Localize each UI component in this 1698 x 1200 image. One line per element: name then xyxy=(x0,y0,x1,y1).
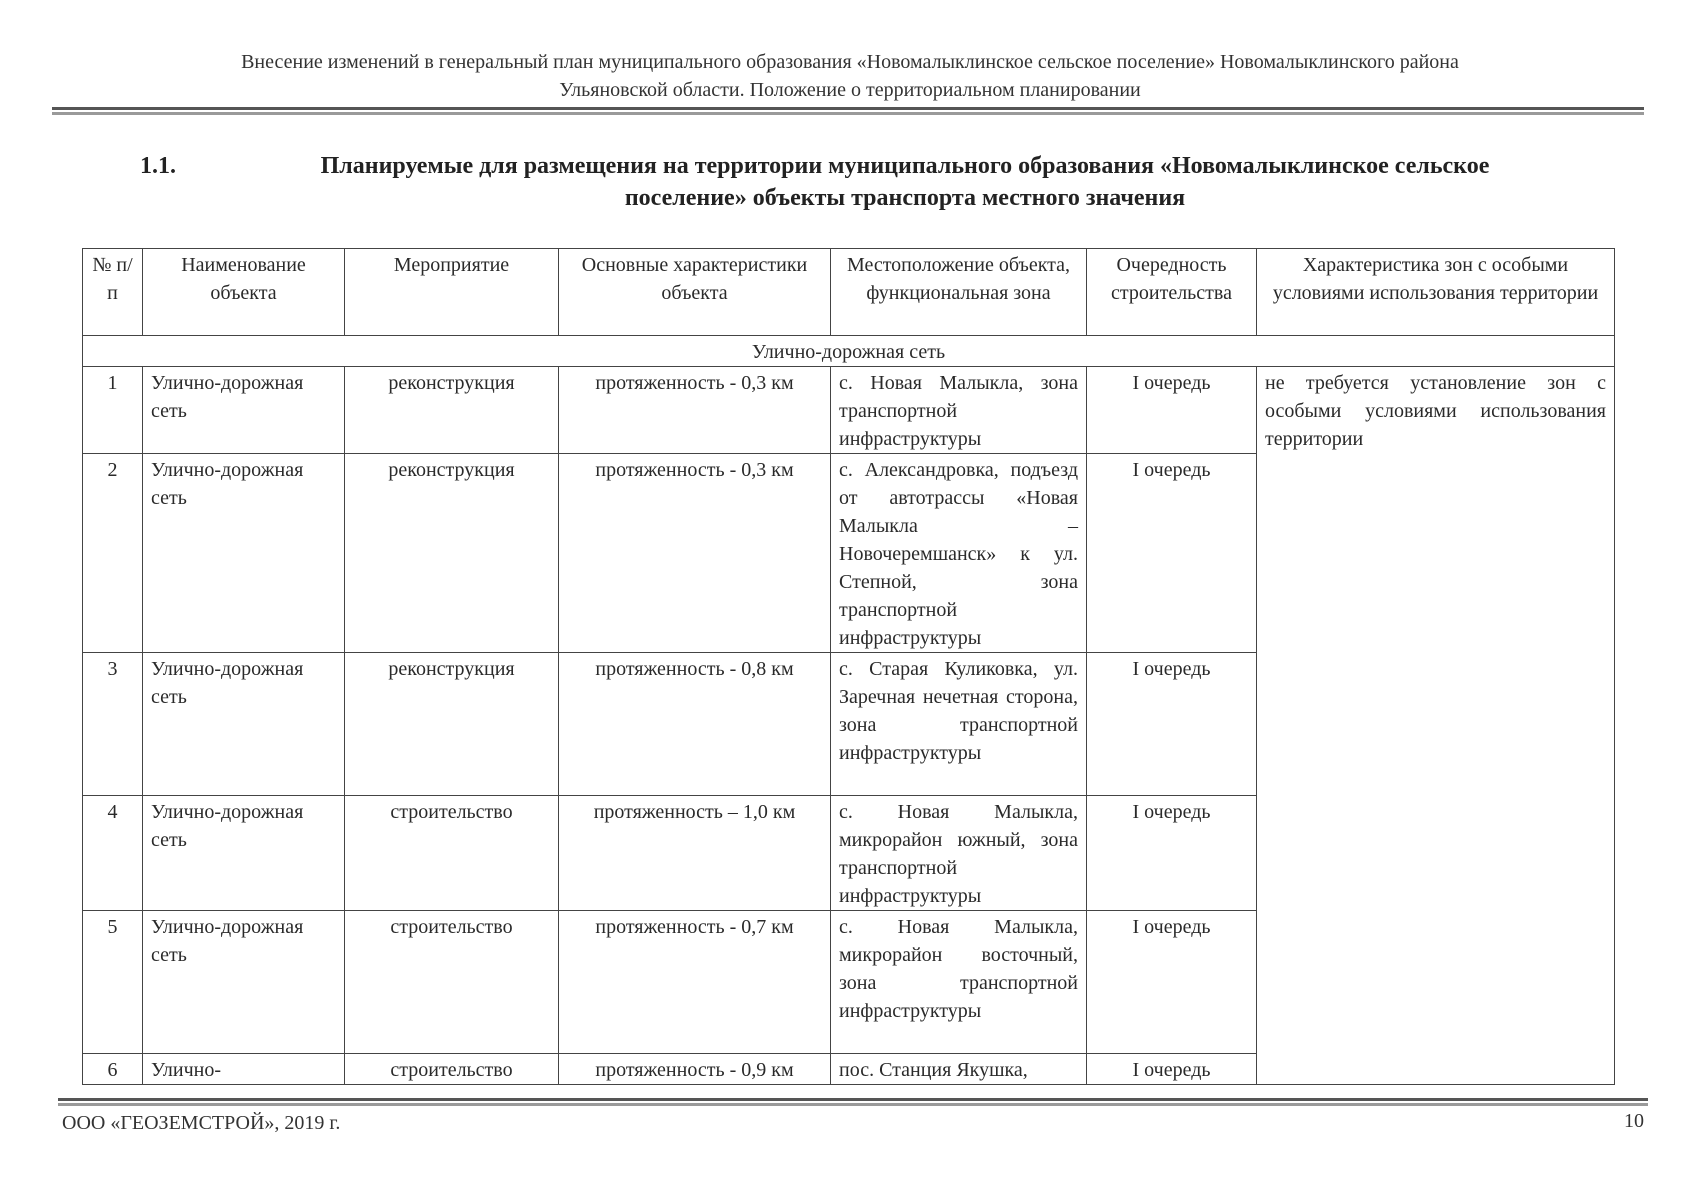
object-characteristics: протяженность - 0,9 км xyxy=(559,1054,831,1085)
object-name: Улично-дорожная сеть xyxy=(143,367,345,454)
section-number: 1.1. xyxy=(140,153,176,179)
table-header-row xyxy=(83,249,1615,336)
object-queue: I очередь xyxy=(1087,653,1257,796)
column-header-zones: Характеристика зон с особыми условиями использования территории xyxy=(1257,249,1615,336)
section-title xyxy=(130,150,1610,214)
object-location: с. Александровка, подъезд от автотрассы «Новая Малыкла – Новочеремшанск» к ул. Степной, зона транспортной инфраструктуры xyxy=(831,454,1087,653)
row-number: 6 xyxy=(83,1054,143,1085)
object-name: Улично-дорожная сеть xyxy=(143,796,345,911)
object-characteristics: протяженность - 0,8 км xyxy=(559,653,831,796)
object-queue: I очередь xyxy=(1087,367,1257,454)
row-number: 4 xyxy=(83,796,143,911)
object-action: реконструкция xyxy=(345,367,559,454)
column-header-location: Местоположение объекта, функциональная зона xyxy=(831,249,1087,336)
running-header-line-2: Ульяновской области. Положение о территориальном планировании xyxy=(559,79,1141,101)
footer-company: ООО «ГЕОЗЕМСТРОЙ», 2019 г. xyxy=(62,1112,341,1134)
column-header-queue: Очередность строительства xyxy=(1087,249,1257,336)
object-characteristics: протяженность – 1,0 км xyxy=(559,796,831,911)
column-header-characteristics: Основные характеристики объекта xyxy=(559,249,831,336)
transport-objects-table xyxy=(82,248,1615,1085)
footer-rule xyxy=(58,1098,1648,1101)
object-name: Улично- xyxy=(143,1054,345,1085)
header-rule xyxy=(52,107,1644,110)
column-header-name: Наименование объекта xyxy=(143,249,345,336)
object-name: Улично-дорожная сеть xyxy=(143,454,345,653)
row-number: 2 xyxy=(83,454,143,653)
object-location: с. Старая Куликовка, ул. Заречная нечетная сторона, зона транспортной инфраструктуры xyxy=(831,653,1087,796)
zone-characteristics: не требуется установление зон с особыми условиями использования территории xyxy=(1257,367,1615,1085)
object-queue: I очередь xyxy=(1087,796,1257,911)
running-header xyxy=(60,48,1640,104)
object-action: строительство xyxy=(345,796,559,911)
object-location: с. Новая Малыкла, зона транспортной инфраструктуры xyxy=(831,367,1087,454)
group-title: Улично-дорожная сеть xyxy=(83,336,1615,367)
row-number: 1 xyxy=(83,367,143,454)
object-action: реконструкция xyxy=(345,653,559,796)
object-location: с. Новая Малыкла, микрорайон южный, зона транспортной инфраструктуры xyxy=(831,796,1087,911)
object-characteristics: протяженность - 0,3 км xyxy=(559,454,831,653)
group-row xyxy=(83,336,1615,367)
column-header-number: № п/п xyxy=(83,249,143,336)
object-action: строительство xyxy=(345,911,559,1054)
object-location: пос. Станция Якушка, xyxy=(831,1054,1087,1085)
page-number: 10 xyxy=(1624,1110,1644,1132)
section-title-line-2: поселение» объекты транспорта местного значения xyxy=(624,185,1186,211)
object-characteristics: протяженность - 0,3 км xyxy=(559,367,831,454)
object-action: строительство xyxy=(345,1054,559,1085)
table-row xyxy=(83,367,1615,454)
object-name: Улично-дорожная сеть xyxy=(143,911,345,1054)
row-number: 3 xyxy=(83,653,143,796)
section-title-line-1: Планируемые для размещения на территории муниципального образования «Новомалыклинское сельское xyxy=(320,153,1490,179)
object-queue: I очередь xyxy=(1087,1054,1257,1085)
object-queue: I очередь xyxy=(1087,454,1257,653)
column-header-action: Мероприятие xyxy=(345,249,559,336)
object-characteristics: протяженность - 0,7 км xyxy=(559,911,831,1054)
object-location: с. Новая Малыкла, микрорайон восточный, зона транспортной инфраструктуры xyxy=(831,911,1087,1054)
running-header-line-1: Внесение изменений в генеральный план муниципального образования «Новомалыклинское сельское поселение» Новомалыклинского района xyxy=(241,51,1459,73)
object-queue: I очередь xyxy=(1087,911,1257,1054)
row-number: 5 xyxy=(83,911,143,1054)
object-name: Улично-дорожная сеть xyxy=(143,653,345,796)
object-action: реконструкция xyxy=(345,454,559,653)
